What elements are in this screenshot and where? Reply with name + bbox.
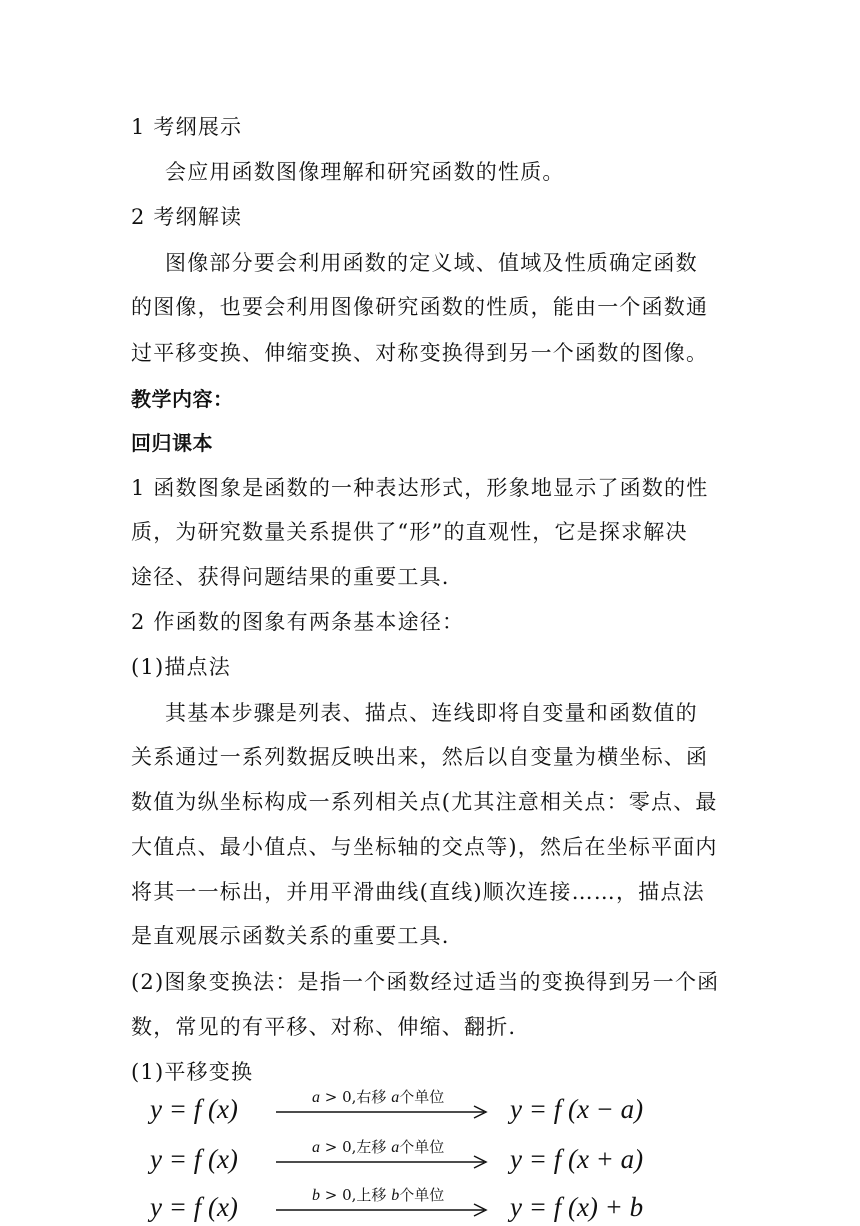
- paragraph-line: 过平移变换、伸缩变换、对称变换得到另一个函数的图像。: [131, 341, 709, 365]
- paragraph-line: 是直观展示函数关系的重要工具.: [131, 924, 450, 948]
- section-heading-1: 1 考纲展示: [131, 115, 243, 139]
- paragraph-line: (2)图象变换法：是指一个函数经过适当的变换得到另一个函: [131, 970, 720, 994]
- paragraph-line: 的图像，也要会利用图像研究函数的性质，能由一个函数通: [131, 295, 709, 319]
- transform-condition: a > 0,右移 a个单位: [312, 1088, 445, 1106]
- paragraph-line: 1 函数图象是函数的一种表达形式，形象地显示了函数的性: [131, 476, 709, 500]
- equation-rhs: y = f (x) + b: [510, 1192, 644, 1222]
- transform-arrow: [276, 1088, 494, 1128]
- paragraph-line: 大值点、最小值点、与坐标轴的交点等)，然后在坐标平面内: [131, 835, 718, 859]
- equation-lhs: y = f (x): [150, 1144, 238, 1174]
- paragraph-line: 图像部分要会利用函数的定义域、值域及性质确定函数: [165, 251, 698, 275]
- review-textbook-heading: 回归课本: [131, 431, 213, 455]
- section-heading-2: 2 考纲解读: [131, 205, 243, 229]
- equation-lhs: y = f (x): [150, 1094, 238, 1124]
- paragraph-line: 2 作函数的图象有两条基本途径：: [131, 610, 465, 634]
- subheading-plot-method: (1)描点法: [131, 655, 231, 679]
- transform-condition: a > 0,左移 a个单位: [312, 1138, 445, 1156]
- paragraph-line: 关系通过一系列数据反映出来，然后以自变量为横坐标、函: [131, 745, 709, 769]
- equation-shift-right: [150, 1088, 710, 1128]
- paragraph-line: 途径、获得问题结果的重要工具.: [131, 565, 450, 589]
- equation-shift-up: [150, 1186, 710, 1226]
- paragraph-line: 其基本步骤是列表、描点、连线即将自变量和函数值的: [165, 701, 698, 725]
- transform-arrow: [276, 1138, 494, 1178]
- equation-shift-left: [150, 1138, 710, 1178]
- teaching-content-heading: 教学内容：: [131, 387, 234, 411]
- paragraph-line: 数值为纵坐标构成一系列相关点(尤其注意相关点：零点、最: [131, 790, 718, 814]
- equation-lhs: y = f (x): [150, 1192, 238, 1222]
- paragraph-line: 将其一一标出，并用平滑曲线(直线)顺次连接……，描点法: [131, 880, 705, 904]
- equation-rhs: y = f (x − a): [510, 1094, 644, 1124]
- subheading-translation: (1)平移变换: [131, 1060, 254, 1084]
- transform-arrow: [276, 1186, 494, 1226]
- equation-rhs: y = f (x + a): [510, 1144, 644, 1174]
- paragraph-line: 会应用函数图像理解和研究函数的性质。: [165, 160, 565, 184]
- transform-condition: b > 0,上移 b个单位: [312, 1186, 445, 1204]
- paragraph-line: 质，为研究数量关系提供了“形”的直观性，它是探求解决: [131, 520, 688, 544]
- paragraph-line: 数，常见的有平移、对称、伸缩、翻折.: [131, 1015, 517, 1039]
